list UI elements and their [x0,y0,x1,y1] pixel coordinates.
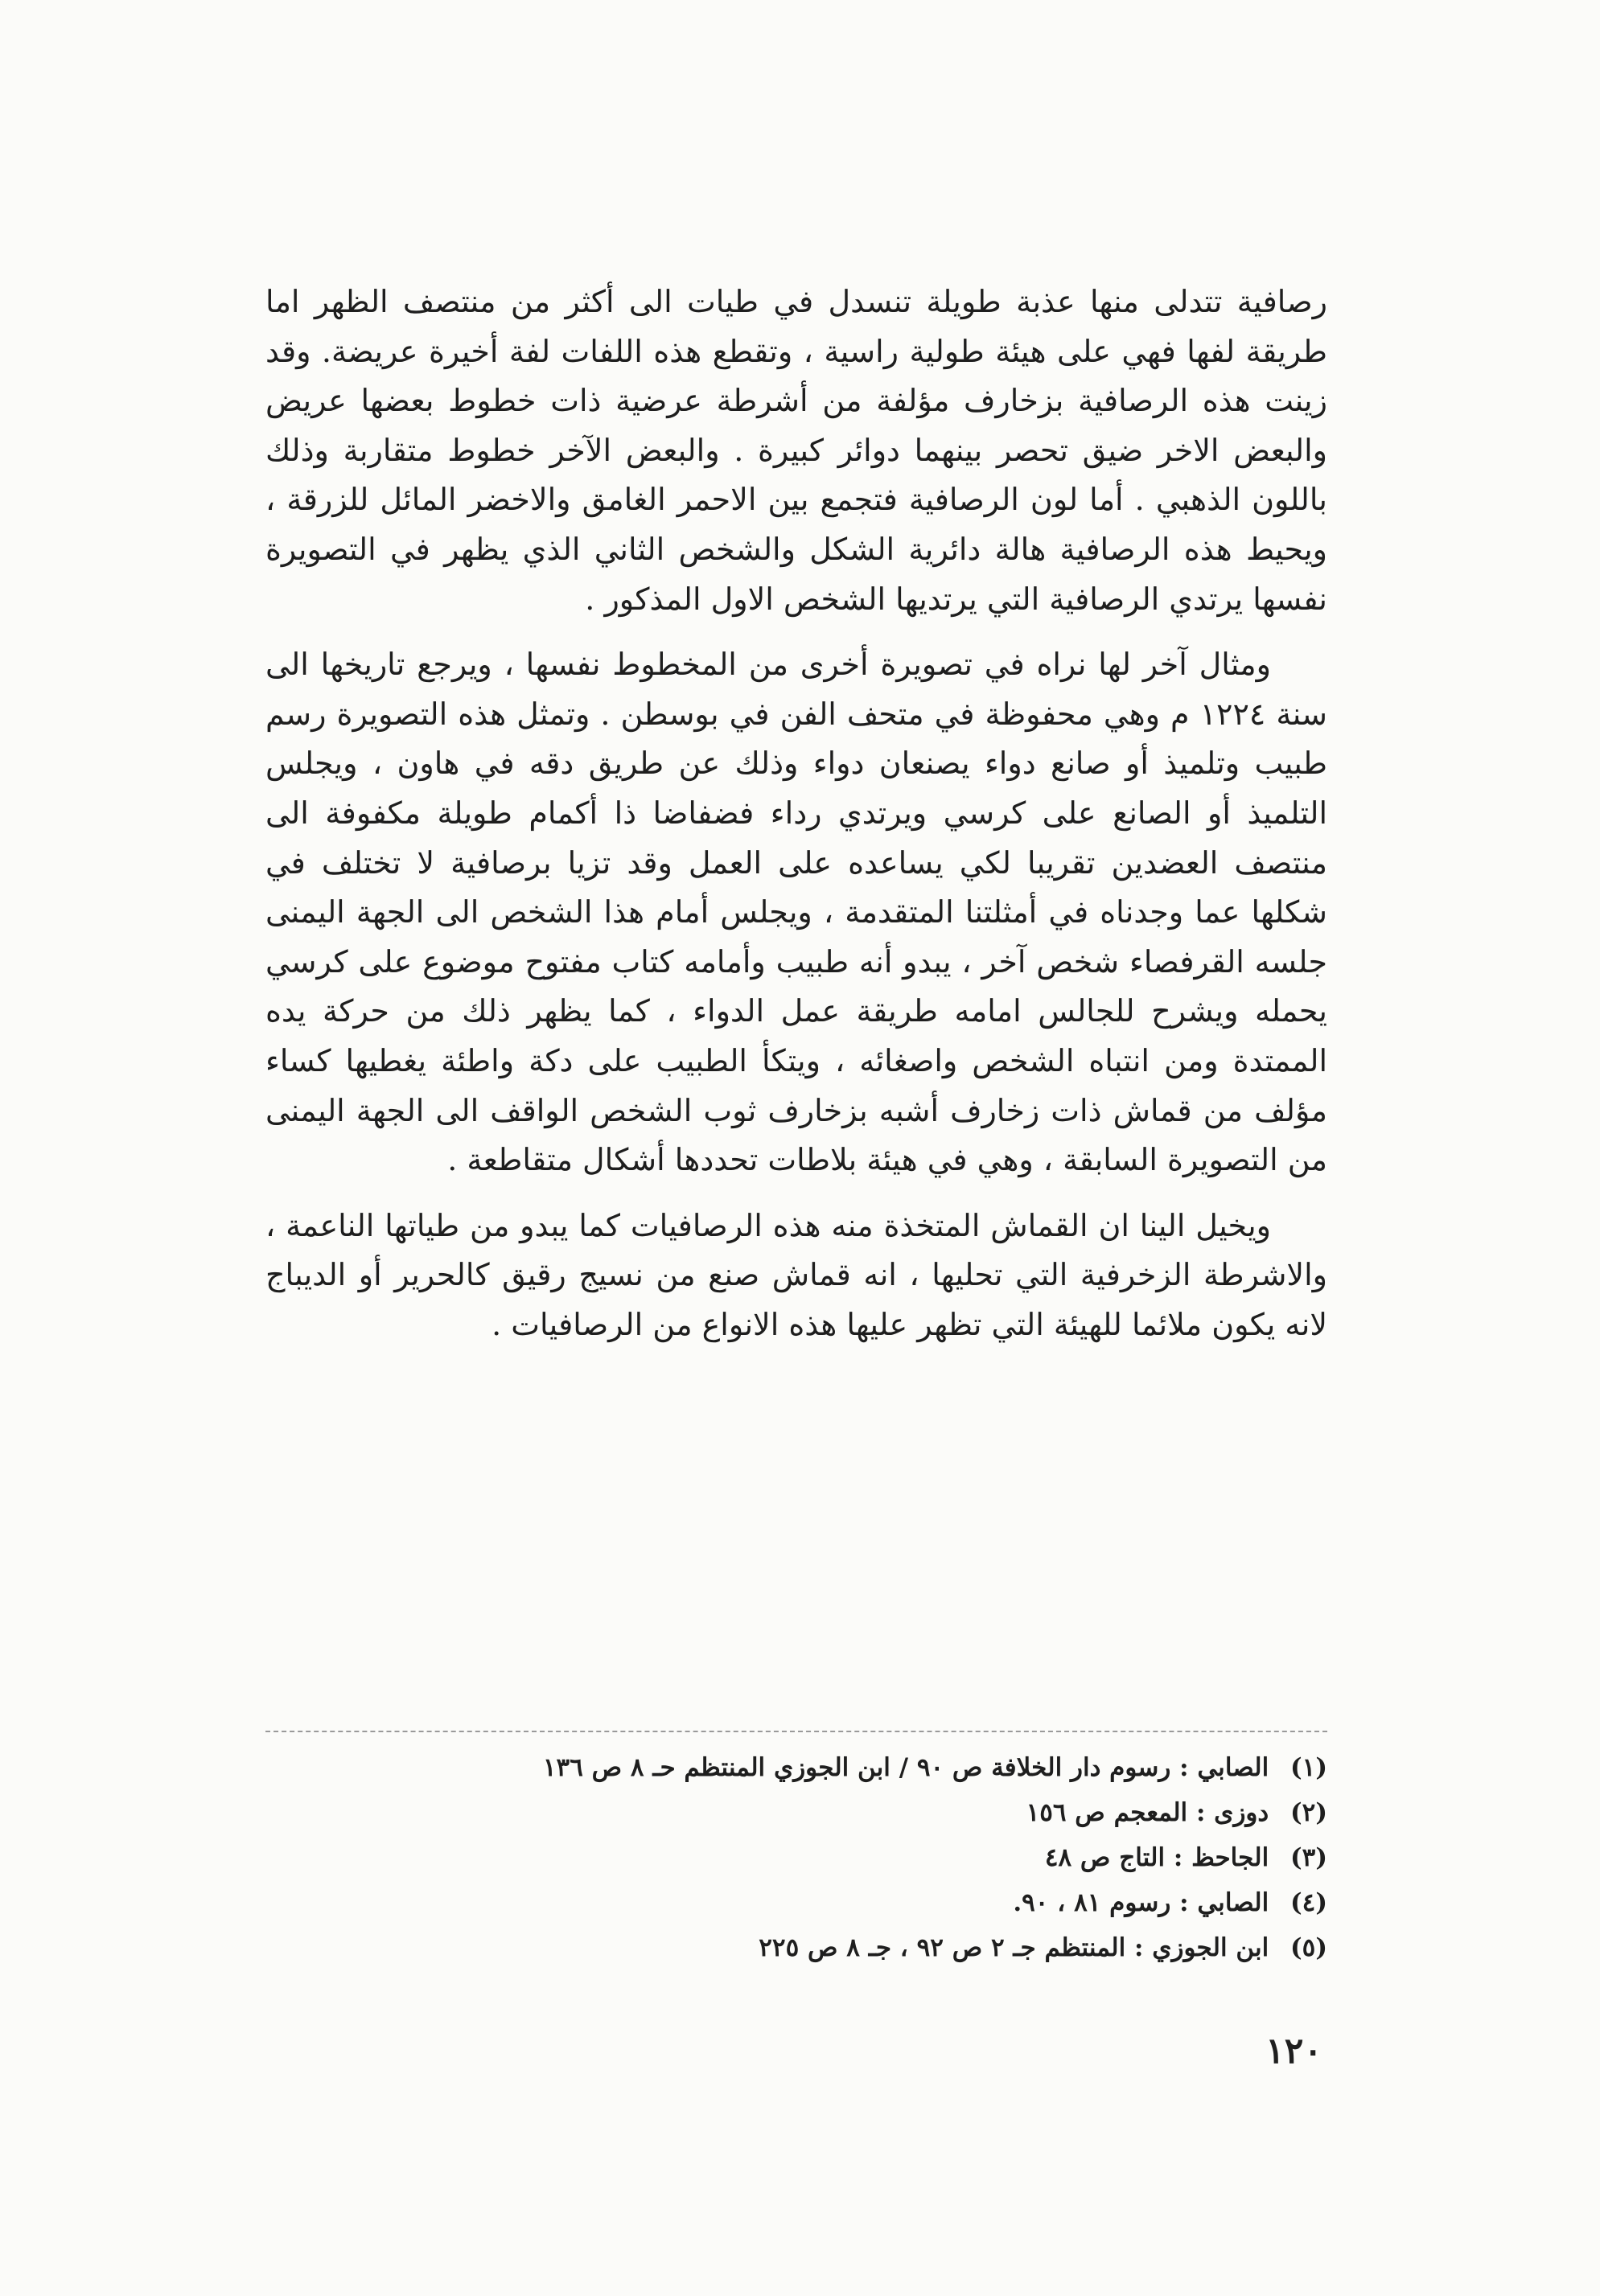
footnote-text: الصابي : رسوم ٨١ ، ٩٠. [1013,1888,1269,1917]
footnote-item [265,1880,1327,1925]
page-number: ١٢٠ [1265,2031,1322,2072]
footnote-item [265,1745,1327,1790]
paragraph-3: ويخيل الينا ان القماش المتخذة منه هذه الرصافيات كما يبدو من طياتها الناعمة ، والاشرطة الزخرفية التي تحليها ، انه قماش صنع من نسيج رقيق كالحرير أو الديباج لانه يكون ملائما للهيئة التي تظهر عليها هذه الانواع من الرصافيات . [265,1207,1327,1342]
body-text [265,277,1327,1349]
footnotes [265,1745,1327,1970]
footnote-item [265,1925,1327,1970]
footnote-text: ابن الجوزي : المنتظم جـ ٢ ص ٩٢ ، جـ ٨ ص ٢٢٥ [759,1933,1269,1962]
footnote-text: الجاحظ : التاج ص ٤٨ [1044,1843,1269,1872]
footnote-number: (٢) [1290,1798,1327,1827]
footnote-divider [265,1731,1327,1732]
footnote-item [265,1790,1327,1835]
footnote-text: الصابي : رسوم دار الخلافة ص ٩٠ / ابن الجوزي المنتظم حـ ٨ ص ١٣٦ [542,1753,1269,1782]
footnote-item [265,1835,1327,1880]
footnote-text: دوزى : المعجم ص ١٥٦ [1026,1798,1269,1827]
paragraph-2: ومثال آخر لها نراه في تصويرة أخرى من المخطوط نفسها ، ويرجع تاريخها الى سنة ١٢٢٤ م وهي محفوظة في متحف الفن في بوسطن . وتمثل هذه التصويرة رسم طبيب وتلميذ أو صانع دواء يصنعان دواء وذلك عن طريق دقه في هاون ، ويجلس التلميذ أو الصانع على كرسي ويرتدي رداء فضفاضا ذا أكمام طويلة مكفوفة الى منتصف العضدين تقريبا لكي يساعده على العمل وقد تزيا برصافية لا تختلف في شكلها عما وجدناه في أمثلتنا المتقدمة ، ويجلس أمام هذا الشخص الى الجهة اليمنى جلسه القرفصاء شخص آخر ، يبدو أنه طبيب وأمامه كتاب مفتوح موضوع على كرسي يحمله ويشرح للجالس امامه طريقة عمل الدواء ، كما يظهر ذلك من حركة يده الممتدة ومن انتباه الشخص واصغائه ، ويتكأ الطبيب على دكة واطئة يغطيها كساء مؤلف من قماش ذات زخارف أشبه بزخارف ثوب الشخص الواقف الى الجهة اليمنى من التصويرة السابقة ، وهي في هيئة بلاطات تحددها أشكال متقاطعة . [265,647,1327,1178]
footnote-number: (٤) [1290,1888,1327,1917]
footnote-number: (٣) [1290,1843,1327,1872]
footnote-number: (١) [1290,1753,1327,1782]
footnote-number: (٥) [1290,1933,1327,1962]
paragraph-1: رصافية تتدلى منها عذبة طويلة تنسدل في طيات الى أكثر من منتصف الظهر اما طريقة لفها فهي على هيئة طولية راسية ، وتقطع هذه اللفات لفة أخيرة عريضة. وقد زينت هذه الرصافية بزخارف مؤلفة من أشرطة عرضية ذات خطوط بعضها عريض والبعض الاخر ضيق تحصر بينهما دوائر كبيرة . والبعض الآخر خطوط متقاربة وذلك باللون الذهبي . أما لون الرصافية فتجمع بين الاحمر الغامق والاخضر المائل للزرقة ، ويحيط هذه الرصافية هالة دائرية الشكل والشخص الثاني الذي يظهر في التصويرة نفسها يرتدي الرصافية التي يرتديها الشخص الاول المذكور . [265,284,1327,617]
